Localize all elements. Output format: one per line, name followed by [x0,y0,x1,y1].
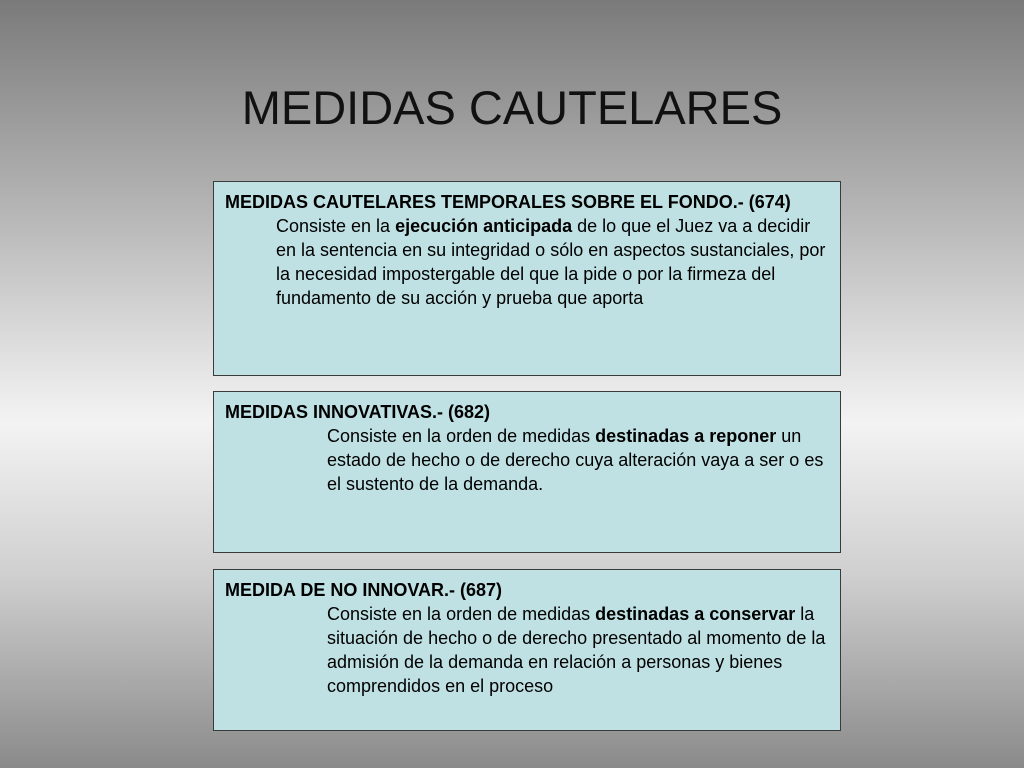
box-heading: MEDIDAS CAUTELARES TEMPORALES SOBRE EL FONDO.- (674) [225,192,791,212]
box-body [225,602,828,698]
body-text: Consiste en la orden de medidas [327,604,596,624]
body-emphasis: destinadas a conservar [595,604,796,624]
body-text: de lo que el Juez va a decidir en la sentencia en su integridad o sólo en aspectos sustanciales, por la necesidad impostergable del que la pide o por la firmeza del fundamento de su acción y prueba que aporta [276,216,826,308]
body-emphasis: ejecución anticipada [395,216,573,236]
box-medidas-temporales [213,181,841,376]
box-heading: MEDIDAS INNOVATIVAS.- (682) [225,402,491,422]
box-body [225,214,828,310]
slide-title: MEDIDAS CAUTELARES [241,81,783,134]
body-text: Consiste en la orden de medidas [327,426,596,446]
box-body [225,424,828,496]
body-emphasis: destinadas a reponer [595,426,777,446]
box-medidas-innovativas [213,391,841,553]
body-text: un estado de hecho o de derecho cuya alteración vaya a ser o es el sustento de la demanda. [327,426,824,494]
body-text: la situación de hecho o de derecho presentado al momento de la admisión de la demanda en relación a personas y bienes comprendidos en el proceso [327,604,826,696]
box-heading: MEDIDA DE NO INNOVAR.- (687) [225,580,503,600]
body-text: Consiste en la [276,216,396,236]
box-medida-no-innovar [213,569,841,731]
